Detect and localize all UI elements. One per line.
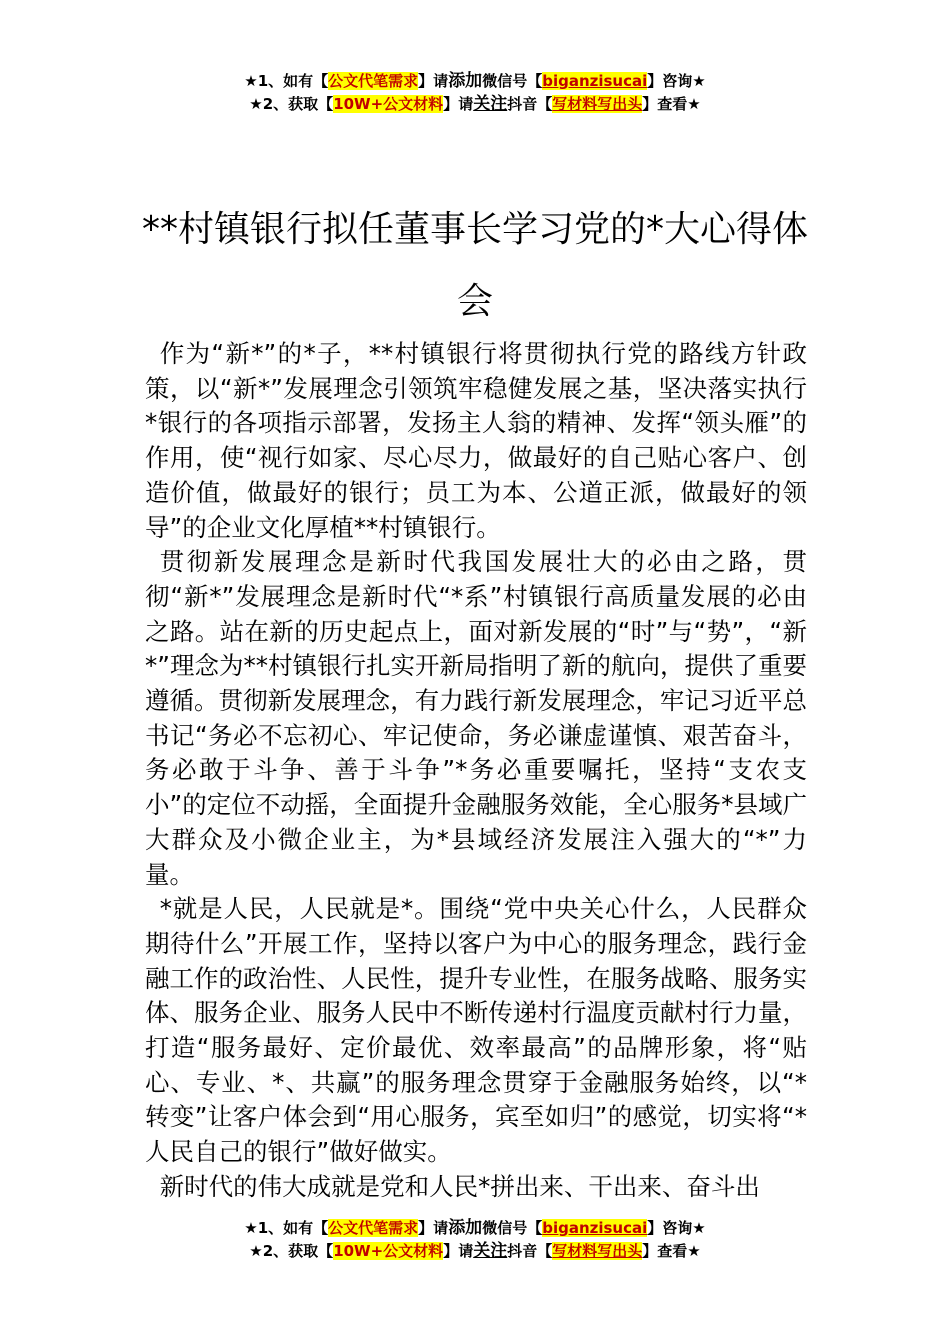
banner-text: 微信号【: [482, 72, 543, 90]
banner-text: 】咨询★: [647, 72, 706, 90]
banner-highlight: 10W+公文材料: [333, 95, 444, 113]
banner-text: 添加: [448, 71, 483, 91]
banner-text: 微信号【: [482, 1219, 543, 1237]
document-body: [145, 337, 807, 1205]
footer-banner: [0, 1217, 950, 1263]
banner-line-1: [0, 70, 950, 93]
banner-line-1: [0, 1217, 950, 1240]
banner-text: 】请: [418, 72, 449, 90]
banner-line-2: [0, 1240, 950, 1263]
banner-text: 】请: [418, 1219, 449, 1237]
banner-text: 添加: [448, 1218, 483, 1238]
banner-douyin-id: 写材料写出头: [552, 95, 643, 113]
banner-text: ★1、如有【: [244, 1219, 329, 1237]
banner-highlight: 公文代笔需求: [328, 1219, 419, 1237]
banner-text: 抖音【: [507, 95, 553, 113]
banner-text: ★2、获取【: [249, 1242, 334, 1260]
banner-text: 】查看★: [642, 1242, 701, 1260]
banner-douyin-id: 写材料写出头: [552, 1242, 643, 1260]
paragraph-3: *就是人民，人民就是*。围绕“党中央关心什么，人民群众期待什么”开展工作，坚持以客户为中心的服务理念，践行金融工作的政治性、人民性，提升专业性，在服务战略、服务实体、服务企业、服务人民中不断传递村行温度贡献村行力量，打造“服务最好、定价最优、效率最高”的品牌形象，将“贴心、专业、*、共赢”的服务理念贯穿于金融服务始终，以“*转变”让客户体会到“用心服务，宾至如归”的感觉，切实将“*人民自己的银行”做好做实。: [145, 894, 807, 1167]
banner-text: 】请: [443, 95, 474, 113]
banner-text: 】请: [443, 1242, 474, 1260]
banner-text: ★1、如有【: [244, 72, 329, 90]
paragraph-1: 作为“新*”的*子，**村镇银行将贯彻执行党的路线方针政策，以“新*”发展理念引领筑牢稳健发展之基，坚决落实执行*银行的各项指示部署，发扬主人翁的精神、发挥“领头雁”的作用，使“视行如家、尽心尽力，做最好的自己贴心客户、创造价值，做最好的银行；员工为本、公道正派，做最好的领导”的企业文化厚植**村镇银行。: [145, 339, 807, 542]
banner-text: 抖音【: [507, 1242, 553, 1260]
banner-highlight: 公文代笔需求: [328, 72, 419, 90]
paragraph-4: 新时代的伟大成就是党和人民*拼出来、干出来、奋斗出: [159, 1171, 760, 1201]
paragraph-2: 贯彻新发展理念是新时代我国发展壮大的必由之路，贯彻“新*”发展理念是新时代“*系”村镇银行高质量发展的必由之路。站在新的历史起点上，面对新发展的“时”与“势”，“新*”理念为**村镇银行扎实开新局指明了新的航向，提供了重要遵循。贯彻新发展理念，有力践行新发展理念，牢记习近平总书记“务必不忘初心、牢记使命，务必谦虚谨慎、艰苦奋斗，务必敢于斗争、善于斗争”*务必重要嘱托，坚持“支农支小”的定位不动摇，全面提升金融服务效能，全心服务*县域广大群众及小微企业主，为*县域经济发展注入强大的“*”力量。: [145, 547, 807, 889]
document-title: **村镇银行拟任董事长学习党的*大心得体会: [141, 209, 808, 323]
header-banner: [0, 70, 950, 116]
banner-line-2: [0, 93, 950, 116]
banner-wechat-id: biganzisucai: [542, 72, 648, 90]
banner-text: ★2、获取【: [249, 95, 334, 113]
banner-highlight: 10W+公文材料: [333, 1242, 444, 1260]
banner-text: 】查看★: [642, 95, 701, 113]
banner-text: 关注: [473, 1241, 508, 1261]
banner-text: 】咨询★: [647, 1219, 706, 1237]
banner-text: 关注: [473, 94, 508, 114]
banner-wechat-id: biganzisucai: [542, 1219, 648, 1237]
